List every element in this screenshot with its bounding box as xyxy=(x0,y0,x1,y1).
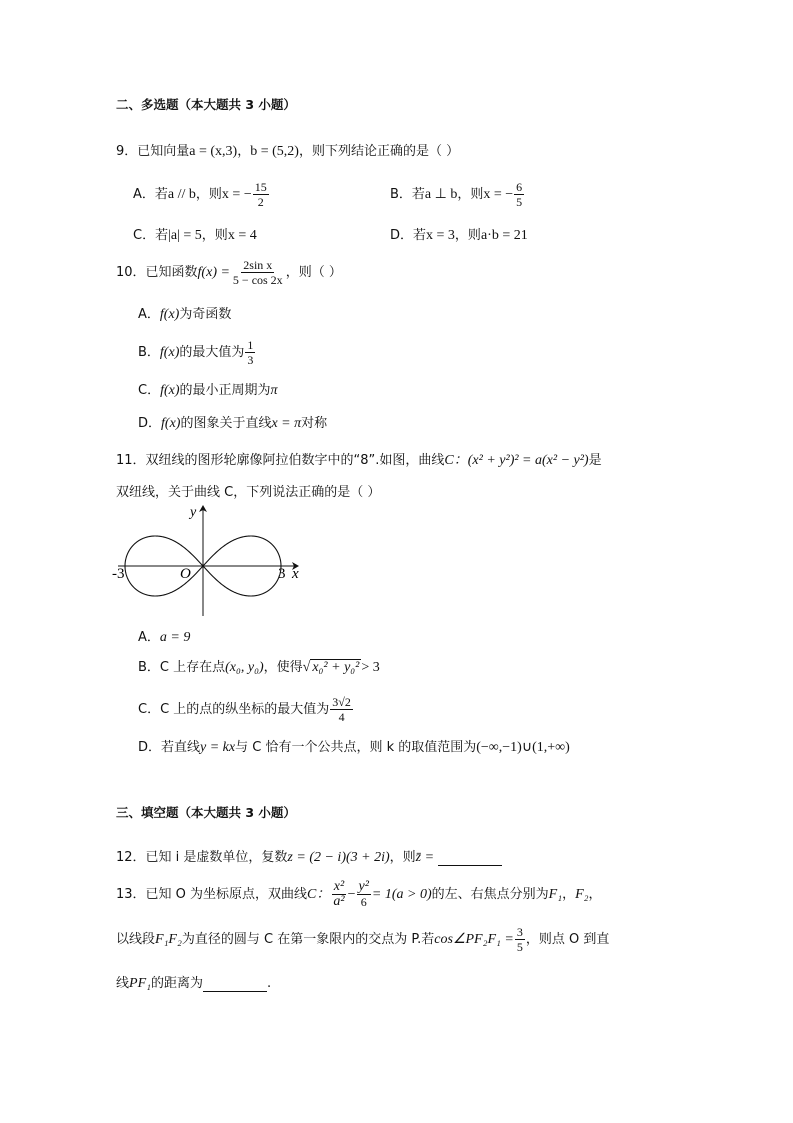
origin-label: O xyxy=(180,566,191,582)
q11-a-val: a = 9 xyxy=(159,630,191,645)
q13-x-den: a² xyxy=(333,894,345,909)
q11-c-fraction xyxy=(330,695,353,724)
q13-end: . xyxy=(267,976,272,991)
q10-option-d xyxy=(138,412,327,432)
q10-b-text: 的最大值为 xyxy=(179,345,245,360)
q11-c-label: C． xyxy=(138,702,161,717)
q13-line1-mid: 的左、右焦点分别为 xyxy=(431,887,549,902)
q9-option-b xyxy=(390,180,525,209)
q10-d-text: 的图象关于直线 xyxy=(180,416,272,431)
q10-fraction xyxy=(231,258,285,287)
section-title-multi: 二、多选题（本大题共 3 小题） xyxy=(116,97,296,112)
q9-a-num: 15 xyxy=(254,180,267,194)
right-tick-label: 3 xyxy=(278,566,286,582)
q9-a-den: 2 xyxy=(257,195,264,209)
q13-line3-mid: 的距离为 xyxy=(151,976,204,991)
q10-option-c xyxy=(138,379,278,399)
q13-cos-num: 3 xyxy=(516,925,523,939)
q13-f2: F₂ xyxy=(575,887,589,902)
q9-b-x: x = − xyxy=(483,187,514,202)
q9-b-num: 6 xyxy=(516,180,523,194)
q9-d-x: a·b = 21 xyxy=(480,228,528,243)
q13-comma: ， xyxy=(562,887,576,902)
q10-b-f: f(x) xyxy=(159,345,180,360)
q11-line1-tail: 是 xyxy=(588,453,602,468)
q13-line2 xyxy=(116,925,609,954)
q13-cos-fraction xyxy=(515,925,525,954)
q10-d-label: D． xyxy=(138,416,162,431)
q11-equation: (x² + y²)² = a(x² − y²) xyxy=(467,453,589,468)
q9-d-mid: ，则 xyxy=(454,228,481,243)
q9-vector-b: b = (5,2) xyxy=(250,144,299,159)
q11-option-c xyxy=(138,695,354,724)
q10-b-label: B． xyxy=(138,345,160,360)
section-title-fill: 三、填空题（本大题共 3 小题） xyxy=(116,805,296,820)
q12-text: 12．已知 i 是虚数单位，复数 xyxy=(116,850,288,865)
q13-y-num: y² xyxy=(358,879,369,894)
q12-stem xyxy=(116,846,502,866)
q9-a-x: x = − xyxy=(221,187,252,202)
q11-option-a xyxy=(138,626,190,646)
q9-b-den: 5 xyxy=(516,195,523,209)
q11-a-label: A． xyxy=(138,630,160,645)
q10-stem xyxy=(116,258,342,287)
q9-c-x: x = 4 xyxy=(227,228,257,243)
q10-a-f: f(x) xyxy=(159,307,180,322)
q9-a-cond: a // b xyxy=(167,187,196,202)
q9-stem xyxy=(116,140,459,160)
q13-answer-blank[interactable] xyxy=(203,979,267,992)
q13-x-num: x² xyxy=(333,879,345,894)
q10-c-label: C． xyxy=(138,383,161,398)
q13-line: PF₁ xyxy=(129,976,151,991)
q11-b-label: B． xyxy=(138,660,160,675)
q10-d-f: f(x) xyxy=(161,416,181,431)
q10-c-val: π xyxy=(270,383,278,398)
lemniscate-graph xyxy=(108,500,308,620)
q11-line1-text: 11．双纽线的图形轮廓像阿拉伯数字中的“8”.如图，曲线 xyxy=(116,453,445,468)
q11-line2: 双纽线，关于曲线 C，下列说法正确的是（ ） xyxy=(116,485,381,500)
q9-option-a xyxy=(133,180,270,209)
q11-c-den: 4 xyxy=(338,710,345,724)
q9-stem-tail: ，则下列结论正确的是（ ） xyxy=(298,144,460,159)
q10-fx: f(x) = xyxy=(197,265,230,280)
q11-option-d xyxy=(138,736,570,756)
q11-d-text: 与 C 恰有一个公共点，则 k 的取值范围为 xyxy=(235,740,477,755)
q9-option-c xyxy=(133,224,257,244)
q10-num: 2sin x xyxy=(243,258,273,272)
q13-curve: C： xyxy=(307,887,331,902)
q10-c-f: f(x) xyxy=(160,383,180,398)
q13-line2-mid: 为直径的圆与 C 在第一象限内的交点为 P.若 xyxy=(181,932,435,947)
q11-option-b xyxy=(138,656,380,676)
q11-curve: C： xyxy=(444,453,468,468)
q9-c-label: C．若 xyxy=(133,228,169,243)
q13-line3 xyxy=(116,972,271,992)
q10-d-val: x = π xyxy=(271,416,302,431)
q9-c-cond: |a| = 5 xyxy=(168,228,202,243)
q13-y-den: 6 xyxy=(360,895,367,909)
q13-cos-den: 5 xyxy=(516,940,523,954)
q13-y-fraction xyxy=(357,880,371,909)
q9-sep: ， xyxy=(237,144,251,159)
q12-answer-blank[interactable] xyxy=(438,853,502,866)
q9-a-fraction xyxy=(253,180,269,209)
q9-d-label: D．若 xyxy=(390,228,427,243)
q9-stem-text: 9．已知向量 xyxy=(116,144,190,159)
q11-c-text: C 上的点的纵坐标的最大值为 xyxy=(160,702,330,717)
q11-b-text2: ，使得 xyxy=(263,660,303,675)
q11-d-line: y = kx xyxy=(200,740,236,755)
q13-line3-text: 线 xyxy=(116,976,130,991)
q11-b-point: (x₀, y₀) xyxy=(225,660,264,675)
q13-line1 xyxy=(116,880,602,909)
q11-b-compare: > 3 xyxy=(361,660,380,675)
q13-line1-end: ， xyxy=(588,887,602,902)
q9-d-cond: x = 3 xyxy=(426,228,455,243)
q9-b-cond: a ⊥ b xyxy=(424,187,458,202)
x-axis-label: x xyxy=(292,566,299,582)
q13-x-fraction xyxy=(331,880,346,909)
q11-b-radicand: x₀² + y₀² xyxy=(312,660,360,675)
q10-b-fraction xyxy=(245,338,255,367)
q9-a-mid: ，则 xyxy=(195,187,222,202)
q10-stem-text: 10．已知函数 xyxy=(116,265,198,280)
q13-cos: cos∠PF₂F₁ = xyxy=(434,932,514,947)
q10-d-end: 对称 xyxy=(301,416,328,431)
q10-stem-tail: ，则（ ） xyxy=(285,265,342,280)
q13-cond: = 1(a > 0) xyxy=(371,887,432,902)
q9-b-mid: ，则 xyxy=(457,187,484,202)
q13-line2-text: 以线段 xyxy=(116,932,156,947)
q9-vector-a: a = (x,3) xyxy=(189,144,238,159)
q11-d-range: (−∞,−1)∪(1,+∞) xyxy=(476,740,570,755)
q13-segment: F₁F₂ xyxy=(155,932,182,947)
q10-c-text: 的最小正周期为 xyxy=(179,383,271,398)
q13-line2-end: ，则点 O 到直 xyxy=(525,932,610,947)
q12-zbar: z̄ = xyxy=(415,850,435,865)
q11-b-sqrt: √ x₀² + y₀² xyxy=(302,660,360,675)
q10-option-b xyxy=(138,338,256,367)
q10-b-den: 3 xyxy=(247,353,254,367)
q9-a-label: A．若 xyxy=(133,187,168,202)
q12-text-b: ，则 xyxy=(389,850,416,865)
q11-d-label: D．若直线 xyxy=(138,740,201,755)
q10-b-num: 1 xyxy=(247,338,254,352)
q13-f1: F₁ xyxy=(548,887,563,902)
q11-c-num: 3√2 xyxy=(332,695,351,709)
q9-b-label: B．若 xyxy=(390,187,425,202)
q10-option-a xyxy=(138,303,231,323)
q10-a-label: A． xyxy=(138,307,160,322)
q11-line1 xyxy=(116,449,602,469)
q13-line1-text: 13．已知 O 为坐标原点，双曲线 xyxy=(116,887,308,902)
q10-den: 5 − cos 2x xyxy=(232,273,283,287)
q9-option-d xyxy=(390,224,528,244)
q11-b-text1: C 上存在点 xyxy=(159,660,226,675)
q12-z: z = (2 − i)(3 + 2i) xyxy=(287,850,390,865)
q9-b-fraction xyxy=(514,180,524,209)
q13-minus: − xyxy=(347,887,356,902)
q10-a-text: 为奇函数 xyxy=(179,307,232,322)
left-tick-label: -3 xyxy=(112,566,125,582)
q9-c-mid: ，则 xyxy=(201,228,228,243)
y-axis-label: y xyxy=(190,505,197,520)
